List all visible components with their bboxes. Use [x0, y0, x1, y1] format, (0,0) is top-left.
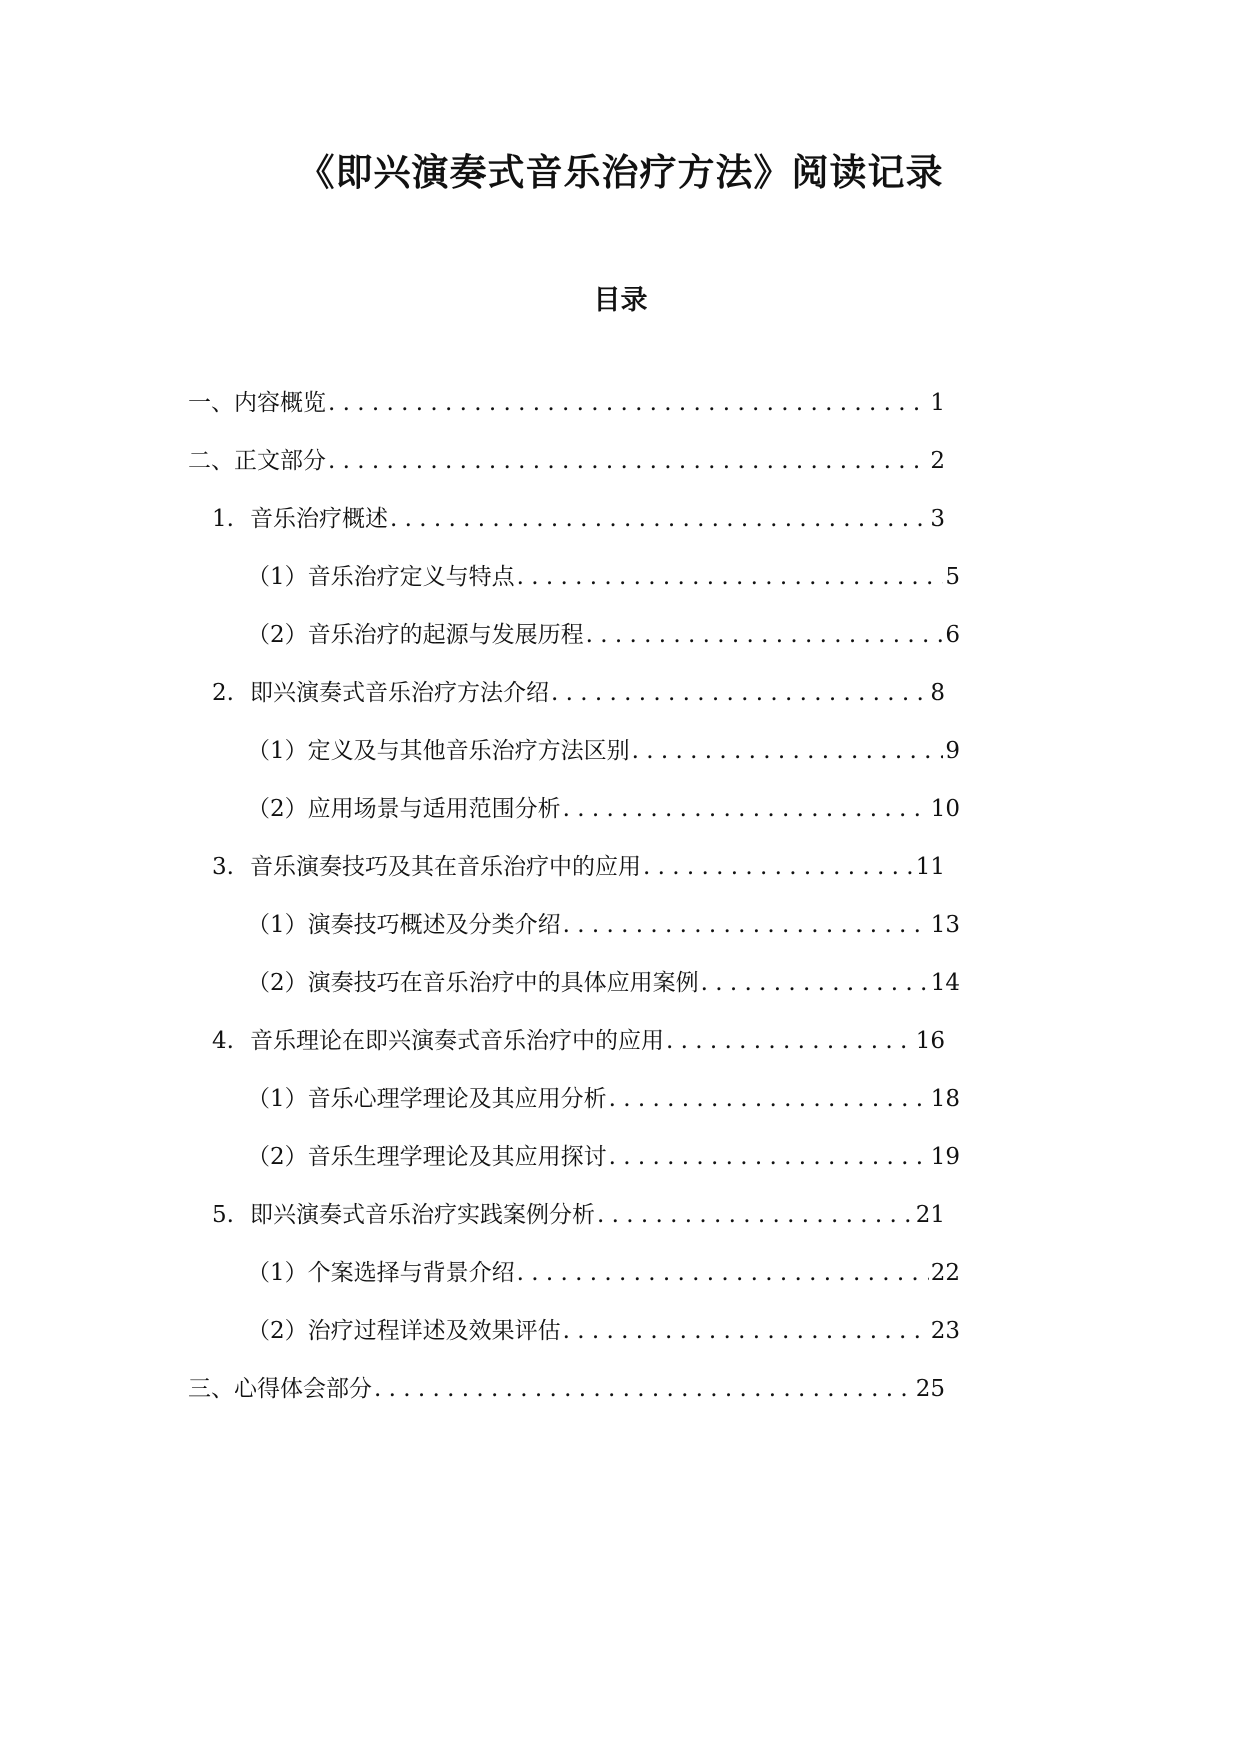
- toc-entry-text: 音乐治疗概述: [250, 506, 388, 532]
- toc-page-number: 9: [945, 738, 960, 764]
- toc-page-number: 3: [930, 506, 945, 532]
- toc-page-number: 16: [915, 1028, 945, 1054]
- toc-entry-section-4[interactable]: [212, 1023, 945, 1059]
- toc-entry-reflections[interactable]: [188, 1371, 945, 1407]
- toc-entry-section-3[interactable]: [212, 849, 945, 885]
- toc-entry-main-body[interactable]: [188, 443, 945, 479]
- toc-page-number: 5: [945, 564, 960, 590]
- toc-entry-section-5[interactable]: [212, 1197, 945, 1233]
- toc-entry-section-2[interactable]: [212, 675, 945, 711]
- toc-dot-leader: [328, 385, 928, 421]
- toc-entry-label: （1）音乐治疗定义与特点: [247, 564, 515, 590]
- toc-entry-number: 5.: [212, 1202, 234, 1228]
- toc-entry-number: 1.: [212, 506, 234, 532]
- toc-entry-overview[interactable]: [188, 385, 945, 421]
- toc-heading: 目录: [593, 285, 648, 316]
- toc-entry-label: （1）演奏技巧概述及分类介绍: [247, 912, 561, 938]
- toc-dot-leader: [517, 559, 944, 595]
- toc-entry-section-2-1[interactable]: [247, 733, 960, 769]
- toc-page-number: 8: [930, 680, 945, 706]
- toc-entry-label: 一、内容概览: [188, 390, 326, 416]
- toc-page-number: 18: [930, 1086, 960, 1112]
- toc-page-number: 6: [945, 622, 960, 648]
- toc-dot-leader: [586, 617, 944, 653]
- toc-entry-text: 音乐理论在即兴演奏式音乐治疗中的应用: [250, 1028, 664, 1054]
- toc-entry-section-2-2[interactable]: [247, 791, 960, 827]
- toc-entry-label: （1）个案选择与背景介绍: [247, 1260, 515, 1286]
- toc-entry-label: （1）定义及与其他音乐治疗方法区别: [247, 738, 630, 764]
- toc-entry-label: （2）音乐生理学理论及其应用探讨: [247, 1144, 607, 1170]
- toc-dot-leader: [609, 1139, 929, 1175]
- toc-page-number: 11: [915, 854, 945, 880]
- toc-dot-leader: [551, 675, 928, 711]
- toc-entry-label: 二、正文部分: [188, 448, 326, 474]
- toc-entry-text: 音乐演奏技巧及其在音乐治疗中的应用: [250, 854, 641, 880]
- toc-entry-number: 2.: [212, 680, 234, 706]
- toc-entry-label: （2）应用场景与适用范围分析: [247, 796, 561, 822]
- toc-entry-section-3-1[interactable]: [247, 907, 960, 943]
- toc-dot-leader: [390, 501, 928, 537]
- toc-entry-label: [212, 501, 388, 537]
- toc-dot-leader: [517, 1255, 929, 1291]
- toc-entry-label: 三、心得体会部分: [188, 1376, 372, 1402]
- toc-entry-label: （2）演奏技巧在音乐治疗中的具体应用案例: [247, 970, 699, 996]
- toc-page-number: 14: [930, 970, 960, 996]
- toc-entry-label: [212, 1197, 595, 1233]
- toc-entry-section-5-1[interactable]: [247, 1255, 960, 1291]
- toc-entry-text: 即兴演奏式音乐治疗实践案例分析: [250, 1202, 595, 1228]
- toc-entry-number: 4.: [212, 1028, 234, 1054]
- toc-dot-leader: [643, 849, 914, 885]
- toc-dot-leader: [666, 1023, 914, 1059]
- toc-entry-section-1[interactable]: [212, 501, 945, 537]
- toc-page-number: 25: [915, 1376, 945, 1402]
- toc-entry-text: 即兴演奏式音乐治疗方法介绍: [250, 680, 549, 706]
- toc-page-number: 19: [930, 1144, 960, 1170]
- toc-dot-leader: [563, 1313, 929, 1349]
- toc-entry-number: 3.: [212, 854, 234, 880]
- toc-dot-leader: [701, 965, 929, 1001]
- toc-page-number: 21: [915, 1202, 945, 1228]
- toc-page-number: 10: [930, 796, 960, 822]
- toc-entry-label: （2）治疗过程详述及效果评估: [247, 1318, 561, 1344]
- toc-entry-label: （2）音乐治疗的起源与发展历程: [247, 622, 584, 648]
- toc-entry-label: （1）音乐心理学理论及其应用分析: [247, 1086, 607, 1112]
- toc-entry-section-1-2[interactable]: [247, 617, 960, 653]
- toc-entry-section-3-2[interactable]: [247, 965, 960, 1001]
- toc-entry-section-5-2[interactable]: [247, 1313, 960, 1349]
- toc-page-number: 23: [930, 1318, 960, 1344]
- toc-dot-leader: [563, 907, 929, 943]
- toc-page-number: 1: [930, 390, 945, 416]
- toc-page-number: 22: [930, 1260, 960, 1286]
- toc-dot-leader: [632, 733, 944, 769]
- toc-entry-section-4-1[interactable]: [247, 1081, 960, 1117]
- toc-entry-label: [212, 675, 549, 711]
- toc-entry-section-1-1[interactable]: [247, 559, 960, 595]
- toc-page-number: 13: [930, 912, 960, 938]
- toc-dot-leader: [597, 1197, 914, 1233]
- toc-dot-leader: [563, 791, 929, 827]
- toc-entry-section-4-2[interactable]: [247, 1139, 960, 1175]
- toc-dot-leader: [609, 1081, 929, 1117]
- document-title: 《即兴演奏式音乐治疗方法》阅读记录: [297, 151, 944, 194]
- toc-entry-label: [212, 1023, 664, 1059]
- toc-dot-leader: [328, 443, 928, 479]
- toc-entry-label: [212, 849, 641, 885]
- toc-page-number: 2: [930, 448, 945, 474]
- toc-dot-leader: [374, 1371, 914, 1407]
